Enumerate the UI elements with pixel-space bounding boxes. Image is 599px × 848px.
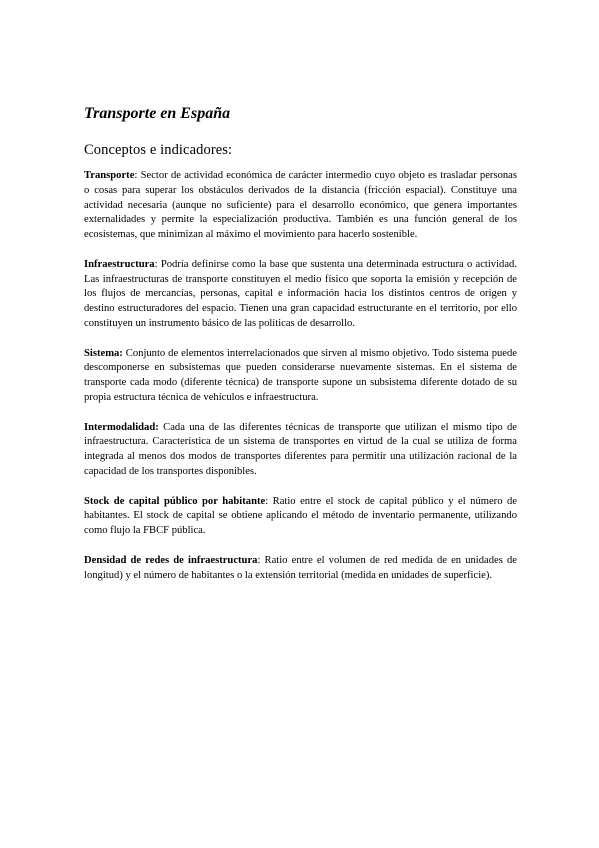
definition-transporte <box>84 169 517 243</box>
definition-text: Sector de actividad económica de carácter intermedio cuyo objeto es trasladar personas o cosas para superar los obstáculos derivados de la distancia (fricción espacial). Constituye una actividad necesaria (aunque no suficiente) para el desarrollo económico, que genera importantes externalidades y permite la especialización productiva. También es una función general de los ecosistemas, que minimizan al máximo el movimiento para hacerlo sostenible. <box>84 170 517 241</box>
definition-intermodalidad <box>84 421 517 480</box>
definition-separator: : <box>134 170 138 181</box>
definition-infraestructura <box>84 258 517 332</box>
document-title: Transporte en España <box>84 105 231 122</box>
definition-term: Transporte <box>84 170 135 181</box>
definition-sistema <box>84 347 517 406</box>
definition-term: Intermodalidad: <box>84 421 159 433</box>
section-subtitle: Conceptos e indicadores: <box>84 142 233 158</box>
definition-separator: : <box>265 495 269 507</box>
definitions-list <box>84 169 517 598</box>
definition-text: Cada una de las diferentes técnicas de transporte que utilizan el mismo tipo de infraestructura. Característica de un sistema de transportes en virtud de la cual se utiliza de forma integrada al menos dos modos de transportes diferentes para permitir una utilización racional de la capacidad de los transportes disponibles. <box>84 421 517 477</box>
definition-separator: : <box>154 258 158 270</box>
definition-text: Ratio entre el volumen de red medida de en unidades de longitud) y el número de habitantes o la extensión territorial (medida en unidades de superficie). <box>84 554 518 581</box>
definition-text: Conjunto de elementos interrelacionados que sirven al mismo objetivo. Todo sistema puede descomponerse en subsistemas que pueden considerarse nuevamente sistemas. En el sistema de transporte cada modo (diferente técnica) de transporte supone un subsistema diferente dotado de su propia estructura técnica de vehículos e infraestructura. <box>84 347 517 403</box>
definition-term: Infraestructura <box>84 258 155 270</box>
definition-term: Sistema: <box>84 347 123 359</box>
definition-term: Densidad de redes de infraestructura <box>84 554 258 566</box>
definition-stock-capital <box>84 495 517 539</box>
definition-text: Podría definirse como la base que sustenta una determinada estructura o actividad. Las infraestructuras de transporte constituyen el medio físico que soporta la emisión y recepción de los flujos de mercancías, personas, capital e información hacia los distintos centros de origen y destino estructuradores del espacio. Tienen una gran capacidad estructurante en el territorio, por ello constituyen un instrumento básico de las políticas de desarrollo. <box>84 258 517 329</box>
definition-text: Ratio entre el stock de capital público y el número de habitantes. El stock de capital se obtiene aplicando el método de inventario permanente, utilizando como flujo la FBCF pública. <box>84 495 517 537</box>
definition-densidad-redes <box>84 554 517 584</box>
definition-separator: : <box>257 554 261 566</box>
definition-term: Stock de capital público por habitante <box>84 495 266 507</box>
